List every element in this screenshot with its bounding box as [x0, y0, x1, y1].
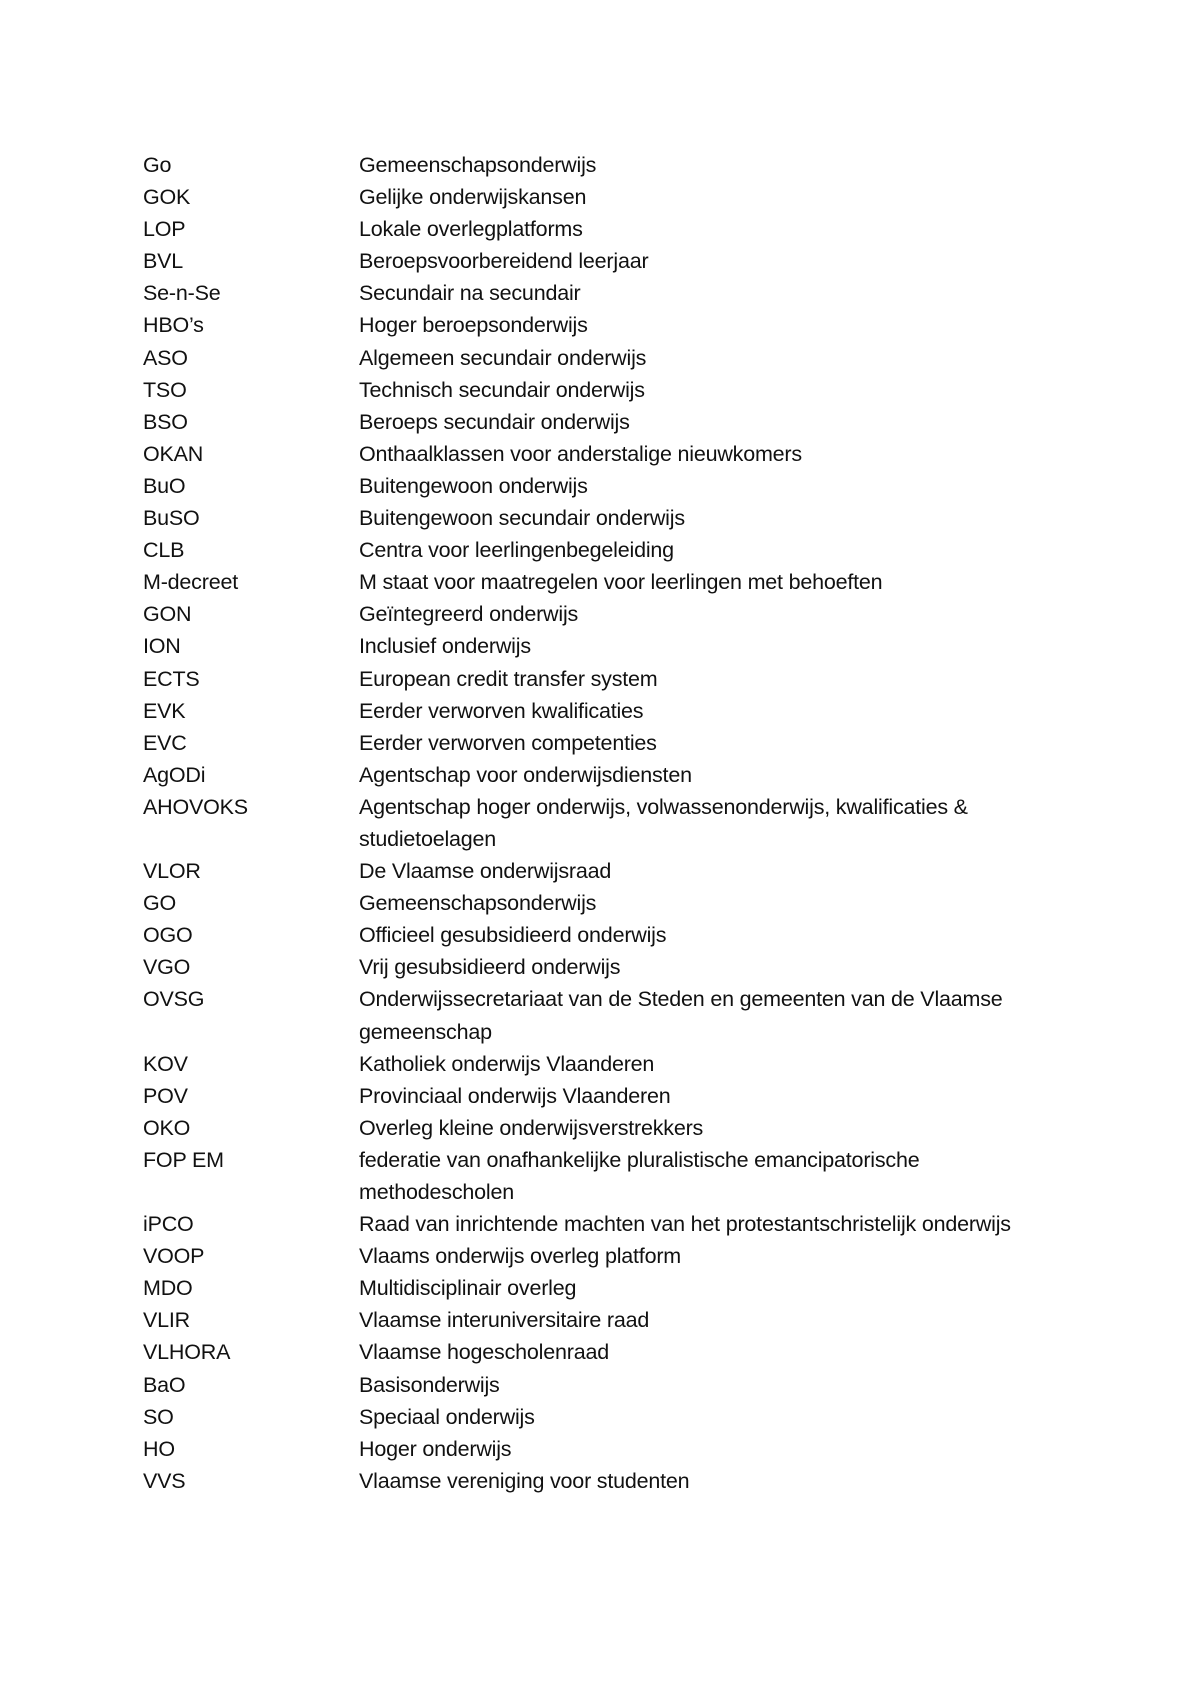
abbreviation-code: BVL [143, 249, 184, 274]
abbreviation-row [143, 598, 1043, 630]
abbreviation-meaning: Gelijke onderwijskansen [359, 185, 587, 210]
abbreviation-code: SO [143, 1404, 174, 1429]
abbreviation-code: BSO [143, 409, 188, 434]
abbreviation-meaning: Inclusief onderwijs [359, 634, 531, 659]
abbreviation-meaning: Secundair na secundair [359, 281, 581, 306]
abbreviation-row [143, 534, 1043, 566]
abbreviation-row [143, 1401, 1043, 1433]
abbreviation-code: OVSG [143, 987, 205, 1012]
abbreviation-code: EVK [143, 698, 186, 723]
abbreviation-row [143, 983, 1043, 1047]
abbreviation-meaning: Provinciaal onderwijs Vlaanderen [359, 1083, 671, 1108]
abbreviation-meaning: Onderwijssecretariaat van de Steden en gemeenten van de Vlaamse gemeenschap [359, 987, 1003, 1044]
abbreviation-meaning: Technisch secundair onderwijs [359, 377, 645, 402]
abbreviation-meaning: Geïntegreerd onderwijs [359, 602, 579, 627]
abbreviation-meaning: Speciaal onderwijs [359, 1404, 535, 1429]
abbreviation-code: POV [143, 1083, 188, 1108]
abbreviation-row [143, 1272, 1043, 1304]
abbreviation-meaning: Vlaams onderwijs overleg platform [359, 1244, 682, 1269]
abbreviation-row [143, 342, 1043, 374]
abbreviation-code: AHOVOKS [143, 794, 248, 819]
abbreviation-code: BaO [143, 1372, 186, 1397]
abbreviation-row [143, 470, 1043, 502]
abbreviation-code: ASO [143, 345, 188, 370]
abbreviation-row [143, 1240, 1043, 1272]
abbreviation-meaning: Eerder verworven competenties [359, 730, 657, 755]
abbreviation-meaning: Algemeen secundair onderwijs [359, 345, 647, 370]
abbreviation-code: VLIR [143, 1308, 190, 1333]
abbreviation-code: BuO [143, 473, 186, 498]
abbreviation-row [143, 887, 1043, 919]
abbreviation-meaning: Buitengewoon onderwijs [359, 473, 588, 498]
abbreviation-meaning: Gemeenschapsonderwijs [359, 891, 597, 916]
abbreviation-row [143, 181, 1043, 213]
abbreviation-code: ECTS [143, 666, 200, 691]
abbreviation-row [143, 791, 1043, 855]
abbreviation-row [143, 1304, 1043, 1336]
abbreviation-code: ION [143, 634, 181, 659]
abbreviation-row [143, 438, 1043, 470]
abbreviation-meaning: Vlaamse interuniversitaire raad [359, 1308, 650, 1333]
abbreviation-row [143, 1112, 1043, 1144]
abbreviation-code: BuSO [143, 506, 200, 531]
abbreviation-code: KOV [143, 1051, 188, 1076]
abbreviation-list [143, 149, 1043, 1497]
abbreviation-row [143, 374, 1043, 406]
abbreviation-meaning: Vrij gesubsidieerd onderwijs [359, 955, 621, 980]
abbreviation-row [143, 406, 1043, 438]
abbreviation-meaning: Buitengewoon secundair onderwijs [359, 506, 685, 531]
abbreviation-row [143, 277, 1043, 309]
abbreviation-code: HO [143, 1436, 175, 1461]
abbreviation-row [143, 855, 1043, 887]
abbreviation-row [143, 951, 1043, 983]
abbreviation-meaning: federatie van onafhankelijke pluralistische emancipatorische methodescholen [359, 1147, 920, 1204]
abbreviation-code: OKO [143, 1115, 191, 1140]
abbreviation-row [143, 1433, 1043, 1465]
abbreviation-code: LOP [143, 217, 186, 242]
abbreviation-meaning: Raad van inrichtende machten van het protestantschristelijk onderwijs [359, 1212, 1011, 1237]
abbreviation-row [143, 1048, 1043, 1080]
abbreviation-meaning: Vlaamse hogescholenraad [359, 1340, 609, 1365]
abbreviation-code: HBO’s [143, 313, 204, 338]
abbreviation-code: GOK [143, 185, 191, 210]
abbreviation-row [143, 502, 1043, 534]
abbreviation-meaning: Lokale overlegplatforms [359, 217, 583, 242]
abbreviation-code: MDO [143, 1276, 193, 1301]
abbreviation-row [143, 149, 1043, 181]
abbreviation-code: FOP EM [143, 1147, 224, 1172]
abbreviation-row [143, 1144, 1043, 1208]
abbreviation-row [143, 1208, 1043, 1240]
abbreviation-row [143, 695, 1043, 727]
abbreviation-meaning: Katholiek onderwijs Vlaanderen [359, 1051, 655, 1076]
abbreviation-meaning: Overleg kleine onderwijsverstrekkers [359, 1115, 704, 1140]
abbreviation-code: TSO [143, 377, 187, 402]
abbreviation-code: Go [143, 153, 172, 177]
abbreviation-row [143, 309, 1043, 341]
abbreviation-code: VLOR [143, 859, 201, 884]
abbreviation-meaning: Onthaalklassen voor anderstalige nieuwkomers [359, 441, 802, 466]
abbreviation-meaning: Officieel gesubsidieerd onderwijs [359, 923, 667, 948]
abbreviation-code: M-decreet [143, 570, 238, 595]
abbreviation-code: GO [143, 891, 177, 916]
abbreviation-code: VVS [143, 1468, 186, 1493]
abbreviation-code: OKAN [143, 441, 204, 466]
abbreviation-row [143, 630, 1043, 662]
abbreviation-code: GON [143, 602, 192, 627]
abbreviation-meaning: European credit transfer system [359, 666, 658, 691]
abbreviation-row [143, 919, 1043, 951]
abbreviation-row [143, 1336, 1043, 1368]
abbreviation-meaning: Hoger onderwijs [359, 1436, 512, 1461]
abbreviation-meaning: Agentschap voor onderwijsdiensten [359, 762, 692, 787]
abbreviation-code: OGO [143, 923, 193, 948]
abbreviation-code: CLB [143, 538, 185, 563]
abbreviation-code: EVC [143, 730, 187, 755]
abbreviation-code: VOOP [143, 1244, 205, 1269]
abbreviation-code: AgODi [143, 762, 206, 787]
abbreviation-row [143, 1465, 1043, 1497]
abbreviation-meaning: Agentschap hoger onderwijs, volwassenonderwijs, kwalificaties & studietoelagen [359, 794, 968, 851]
abbreviation-code: VGO [143, 955, 191, 980]
abbreviation-meaning: Gemeenschapsonderwijs [359, 153, 597, 177]
abbreviation-meaning: Beroepsvoorbereidend leerjaar [359, 249, 649, 274]
abbreviation-meaning: Basisonderwijs [359, 1372, 500, 1397]
abbreviation-meaning: De Vlaamse onderwijsraad [359, 859, 612, 884]
abbreviation-code: Se-n-Se [143, 281, 221, 306]
abbreviation-row [143, 1369, 1043, 1401]
abbreviation-meaning: Centra voor leerlingenbegeleiding [359, 538, 674, 563]
abbreviation-meaning: Beroeps secundair onderwijs [359, 409, 630, 434]
abbreviation-meaning: M staat voor maatregelen voor leerlingen met behoeften [359, 570, 883, 595]
abbreviation-meaning: Vlaamse vereniging voor studenten [359, 1468, 690, 1493]
abbreviation-row [143, 663, 1043, 695]
abbreviation-row [143, 245, 1043, 277]
abbreviation-row [143, 566, 1043, 598]
abbreviation-row [143, 213, 1043, 245]
abbreviation-row [143, 759, 1043, 791]
abbreviation-code: iPCO [143, 1212, 194, 1237]
abbreviation-meaning: Hoger beroepsonderwijs [359, 313, 588, 338]
abbreviation-meaning: Multidisciplinair overleg [359, 1276, 577, 1301]
abbreviation-row [143, 727, 1043, 759]
abbreviation-code: VLHORA [143, 1340, 231, 1365]
abbreviation-row [143, 1080, 1043, 1112]
abbreviation-meaning: Eerder verworven kwalificaties [359, 698, 644, 723]
